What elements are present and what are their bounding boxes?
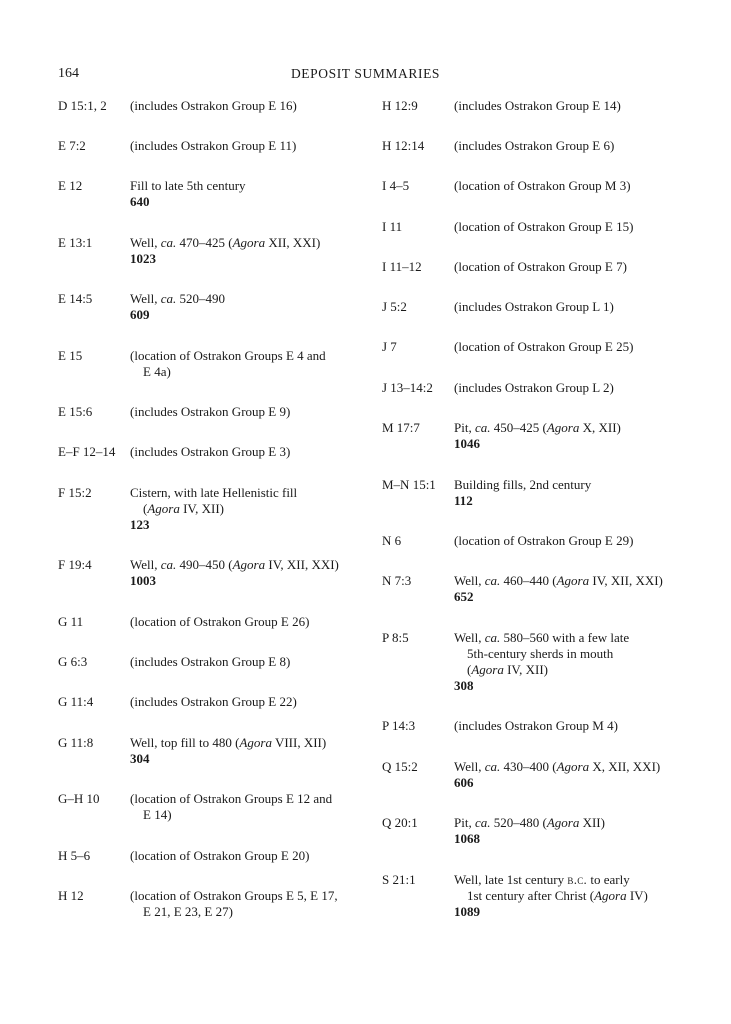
description-line bbox=[454, 662, 702, 678]
catalogue-number: 308 bbox=[454, 678, 474, 693]
catalogue-number: 1068 bbox=[454, 831, 480, 846]
catalogue-number: 609 bbox=[130, 307, 150, 322]
description-line bbox=[130, 404, 368, 420]
description-line bbox=[454, 646, 702, 662]
deposit-description bbox=[130, 557, 368, 589]
description-line bbox=[454, 630, 702, 646]
deposit-description bbox=[130, 178, 368, 210]
deposit-description bbox=[130, 348, 368, 380]
description-line bbox=[454, 872, 702, 888]
deposit-code: G 6:3 bbox=[58, 654, 88, 669]
catalogue-number: 606 bbox=[454, 775, 474, 790]
description-line bbox=[454, 219, 702, 235]
catalogue-number: 652 bbox=[454, 589, 474, 604]
text-segment: IV, XII, XXI) bbox=[589, 573, 663, 588]
text-segment: E 14) bbox=[143, 807, 172, 822]
description-line bbox=[130, 444, 368, 460]
text-segment: 520–480 ( bbox=[490, 815, 547, 830]
catalogue-number: 640 bbox=[130, 194, 150, 209]
description-line bbox=[130, 291, 368, 307]
deposit-description bbox=[454, 630, 702, 694]
description-line bbox=[130, 501, 368, 517]
deposit-code: H 12:9 bbox=[382, 98, 418, 113]
description-line bbox=[454, 380, 702, 396]
deposit-description bbox=[130, 654, 368, 670]
deposit-code: D 15:1, 2 bbox=[58, 98, 107, 113]
text-segment: X, XII) bbox=[579, 420, 621, 435]
deposit-code: I 11 bbox=[382, 219, 403, 234]
description-line bbox=[130, 178, 368, 194]
deposit-description bbox=[130, 888, 368, 920]
deposit-code: M 17:7 bbox=[382, 420, 420, 435]
deposit-code: N 6 bbox=[382, 533, 402, 548]
text-segment: 430–400 ( bbox=[500, 759, 557, 774]
deposit-code: H 12 bbox=[58, 888, 84, 903]
description-line bbox=[130, 98, 368, 114]
text-segment: (includes Ostrakon Group E 14) bbox=[454, 98, 621, 113]
description-line bbox=[130, 654, 368, 670]
deposit-code: J 5:2 bbox=[382, 299, 407, 314]
italic-term: Agora bbox=[546, 815, 580, 830]
running-head: DEPOSIT SUMMARIES bbox=[290, 66, 441, 81]
text-segment: Well, late 1st century bbox=[454, 872, 568, 887]
description-line bbox=[130, 557, 368, 573]
deposit-description bbox=[130, 138, 368, 154]
deposit-code: H 12:14 bbox=[382, 138, 425, 153]
deposit-code: S 21:1 bbox=[382, 872, 416, 887]
italic-term: Agora bbox=[147, 501, 180, 516]
description-line bbox=[454, 477, 702, 493]
deposit-code: Q 15:2 bbox=[382, 759, 418, 774]
deposit-description bbox=[130, 848, 368, 864]
text-segment: Well, bbox=[454, 573, 485, 588]
deposit-code: F 15:2 bbox=[58, 485, 92, 500]
deposit-description bbox=[454, 872, 702, 920]
italic-term: ca. bbox=[484, 573, 501, 588]
page-number: 164 bbox=[58, 66, 79, 81]
description-line bbox=[454, 299, 702, 315]
text-segment: IV, XII) bbox=[179, 501, 225, 516]
text-segment: Fill to late 5th century bbox=[130, 178, 246, 193]
deposit-code: G–H 10 bbox=[58, 791, 100, 806]
deposit-code: E 13:1 bbox=[58, 235, 93, 250]
deposit-code: J 7 bbox=[382, 339, 397, 354]
text-segment: IV) bbox=[626, 888, 648, 903]
text-segment: 490–450 ( bbox=[176, 557, 233, 572]
italic-term: ca. bbox=[474, 815, 491, 830]
deposit-code: G 11:8 bbox=[58, 735, 94, 750]
text-segment: E 4a) bbox=[143, 364, 171, 379]
text-segment: Well, top fill to 480 ( bbox=[130, 735, 240, 750]
description-line bbox=[454, 573, 702, 589]
text-segment: (includes Ostrakon Group E 22) bbox=[130, 694, 297, 709]
deposit-description bbox=[454, 420, 702, 452]
text-segment: (location of Ostrakon Group E 25) bbox=[454, 339, 634, 354]
deposit-code: E 15:6 bbox=[58, 404, 93, 419]
italic-term: Agora bbox=[232, 235, 266, 250]
text-segment: IV, XII, XXI) bbox=[265, 557, 339, 572]
deposit-code: E 14:5 bbox=[58, 291, 93, 306]
description-line bbox=[130, 348, 368, 364]
deposit-code: I 4–5 bbox=[382, 178, 410, 193]
text-segment: Pit, bbox=[454, 420, 475, 435]
description-line bbox=[454, 759, 702, 775]
deposit-code: F 19:4 bbox=[58, 557, 92, 572]
deposit-description bbox=[454, 259, 702, 275]
deposit-description bbox=[454, 759, 702, 791]
deposit-description bbox=[130, 235, 368, 267]
text-segment: (location of Ostrakon Groups E 12 and bbox=[130, 791, 333, 806]
text-segment: ( bbox=[467, 662, 472, 677]
description-line bbox=[454, 138, 702, 154]
description-line bbox=[130, 791, 368, 807]
text-segment: (includes Ostrakon Group L 1) bbox=[454, 299, 614, 314]
text-segment: IV, XII) bbox=[503, 662, 549, 677]
text-segment: Well, bbox=[130, 235, 161, 250]
text-segment: 460–440 ( bbox=[500, 573, 557, 588]
text-segment: (location of Ostrakon Group E 29) bbox=[454, 533, 634, 548]
text-segment: (includes Ostrakon Group E 9) bbox=[130, 404, 291, 419]
text-segment: 470–425 ( bbox=[176, 235, 233, 250]
deposit-description bbox=[454, 718, 702, 734]
deposit-description bbox=[454, 178, 702, 194]
deposit-description bbox=[454, 339, 702, 355]
text-segment: XII) bbox=[579, 815, 605, 830]
italic-term: Agora bbox=[556, 759, 590, 774]
description-line bbox=[130, 848, 368, 864]
deposit-description bbox=[130, 614, 368, 630]
text-segment: (location of Ostrakon Group E 20) bbox=[130, 848, 310, 863]
deposit-code: J 13–14:2 bbox=[382, 380, 433, 395]
deposit-description bbox=[454, 138, 702, 154]
description-line bbox=[130, 138, 368, 154]
text-segment: (includes Ostrakon Group E 3) bbox=[130, 444, 291, 459]
text-segment: (location of Ostrakon Group E 26) bbox=[130, 614, 310, 629]
deposit-code: Q 20:1 bbox=[382, 815, 418, 830]
description-line bbox=[130, 614, 368, 630]
deposit-code: E–F 12–14 bbox=[58, 444, 116, 459]
description-line bbox=[454, 98, 702, 114]
italic-term: ca. bbox=[474, 420, 491, 435]
text-segment: (location of Ostrakon Group E 7) bbox=[454, 259, 627, 274]
deposit-description bbox=[454, 299, 702, 315]
text-segment: 1st century after Christ ( bbox=[467, 888, 595, 903]
italic-term: Agora bbox=[471, 662, 504, 677]
text-segment: (includes Ostrakon Group E 11) bbox=[130, 138, 297, 153]
description-line bbox=[454, 815, 702, 831]
deposit-description bbox=[130, 444, 368, 460]
italic-term: Agora bbox=[594, 888, 627, 903]
deposit-code: H 5–6 bbox=[58, 848, 91, 863]
text-segment: Pit, bbox=[454, 815, 475, 830]
description-line bbox=[454, 718, 702, 734]
text-segment: (location of Ostrakon Groups E 4 and bbox=[130, 348, 326, 363]
text-segment: Well, bbox=[454, 759, 485, 774]
description-line bbox=[454, 533, 702, 549]
text-segment: (includes Ostrakon Group E 8) bbox=[130, 654, 291, 669]
deposit-description bbox=[454, 219, 702, 235]
italic-term: ca. bbox=[160, 291, 177, 306]
text-segment: 580–560 with a few late bbox=[500, 630, 630, 645]
text-segment: 5th-century sherds in mouth bbox=[467, 646, 614, 661]
italic-term: Agora bbox=[546, 420, 580, 435]
deposit-description bbox=[130, 485, 368, 533]
text-segment: Well, bbox=[130, 557, 161, 572]
text-segment: XII, XXI) bbox=[265, 235, 321, 250]
deposit-description bbox=[454, 477, 702, 509]
italic-term: ca. bbox=[484, 630, 501, 645]
text-segment: E 21, E 23, E 27) bbox=[143, 904, 233, 919]
description-line bbox=[130, 735, 368, 751]
text-segment: (location of Ostrakon Group M 3) bbox=[454, 178, 631, 193]
italic-term: ca. bbox=[160, 235, 177, 250]
description-line bbox=[130, 485, 368, 501]
italic-term: ca. bbox=[160, 557, 177, 572]
deposit-code: E 7:2 bbox=[58, 138, 86, 153]
catalogue-number: 112 bbox=[454, 493, 473, 508]
deposit-description bbox=[130, 694, 368, 710]
deposit-code: M–N 15:1 bbox=[382, 477, 436, 492]
text-segment: to early bbox=[587, 872, 630, 887]
description-line bbox=[454, 178, 702, 194]
text-segment: (location of Ostrakon Groups E 5, E 17, bbox=[130, 888, 338, 903]
deposit-description bbox=[454, 98, 702, 114]
text-segment: VIII, XII) bbox=[271, 735, 327, 750]
text-segment: X, XII, XXI) bbox=[589, 759, 661, 774]
catalogue-number: 1046 bbox=[454, 436, 480, 451]
deposit-description bbox=[454, 815, 702, 847]
deposit-code: P 8:5 bbox=[382, 630, 409, 645]
italic-term: Agora bbox=[556, 573, 590, 588]
description-line bbox=[130, 904, 368, 920]
description-line bbox=[130, 888, 368, 904]
description-line bbox=[454, 420, 702, 436]
deposit-description bbox=[130, 404, 368, 420]
deposit-description bbox=[454, 533, 702, 549]
catalogue-number: 1089 bbox=[454, 904, 480, 919]
text-segment: (includes Ostrakon Group E 6) bbox=[454, 138, 615, 153]
text-segment: Well, bbox=[454, 630, 485, 645]
catalogue-number: 304 bbox=[130, 751, 150, 766]
deposit-description bbox=[130, 98, 368, 114]
text-segment: 450–425 ( bbox=[490, 420, 547, 435]
catalogue-number: 1023 bbox=[130, 251, 156, 266]
catalogue-number: 1003 bbox=[130, 573, 156, 588]
deposit-code: E 15 bbox=[58, 348, 83, 363]
deposit-code: E 12 bbox=[58, 178, 83, 193]
description-line bbox=[130, 364, 368, 380]
italic-term: ca. bbox=[484, 759, 501, 774]
description-line bbox=[454, 339, 702, 355]
text-segment: 520–490 bbox=[176, 291, 226, 306]
text-segment: (includes Ostrakon Group M 4) bbox=[454, 718, 618, 733]
italic-term: Agora bbox=[239, 735, 272, 750]
description-line bbox=[454, 259, 702, 275]
deposit-code: I 11–12 bbox=[382, 259, 422, 274]
text-segment: Cistern, with late Hellenistic fill bbox=[130, 485, 298, 500]
deposit-code: G 11:4 bbox=[58, 694, 94, 709]
deposit-description bbox=[130, 735, 368, 767]
catalogue-number: 123 bbox=[130, 517, 150, 532]
italic-term: Agora bbox=[232, 557, 266, 572]
deposit-description bbox=[130, 791, 368, 823]
text-segment: (includes Ostrakon Group L 2) bbox=[454, 380, 614, 395]
text-segment: Building fills, 2nd century bbox=[454, 477, 592, 492]
text-segment: (includes Ostrakon Group E 16) bbox=[130, 98, 297, 113]
text-segment: ( bbox=[143, 501, 148, 516]
deposit-description bbox=[130, 291, 368, 323]
deposit-code: G 11 bbox=[58, 614, 84, 629]
text-segment: Well, bbox=[130, 291, 161, 306]
deposit-description bbox=[454, 380, 702, 396]
description-line bbox=[130, 235, 368, 251]
deposit-code: N 7:3 bbox=[382, 573, 412, 588]
description-line bbox=[130, 694, 368, 710]
deposit-description bbox=[454, 573, 702, 605]
text-segment: (location of Ostrakon Group E 15) bbox=[454, 219, 634, 234]
description-line bbox=[454, 888, 702, 904]
small-caps-term: b.c. bbox=[567, 872, 588, 887]
description-line bbox=[130, 807, 368, 823]
deposit-code: P 14:3 bbox=[382, 718, 416, 733]
